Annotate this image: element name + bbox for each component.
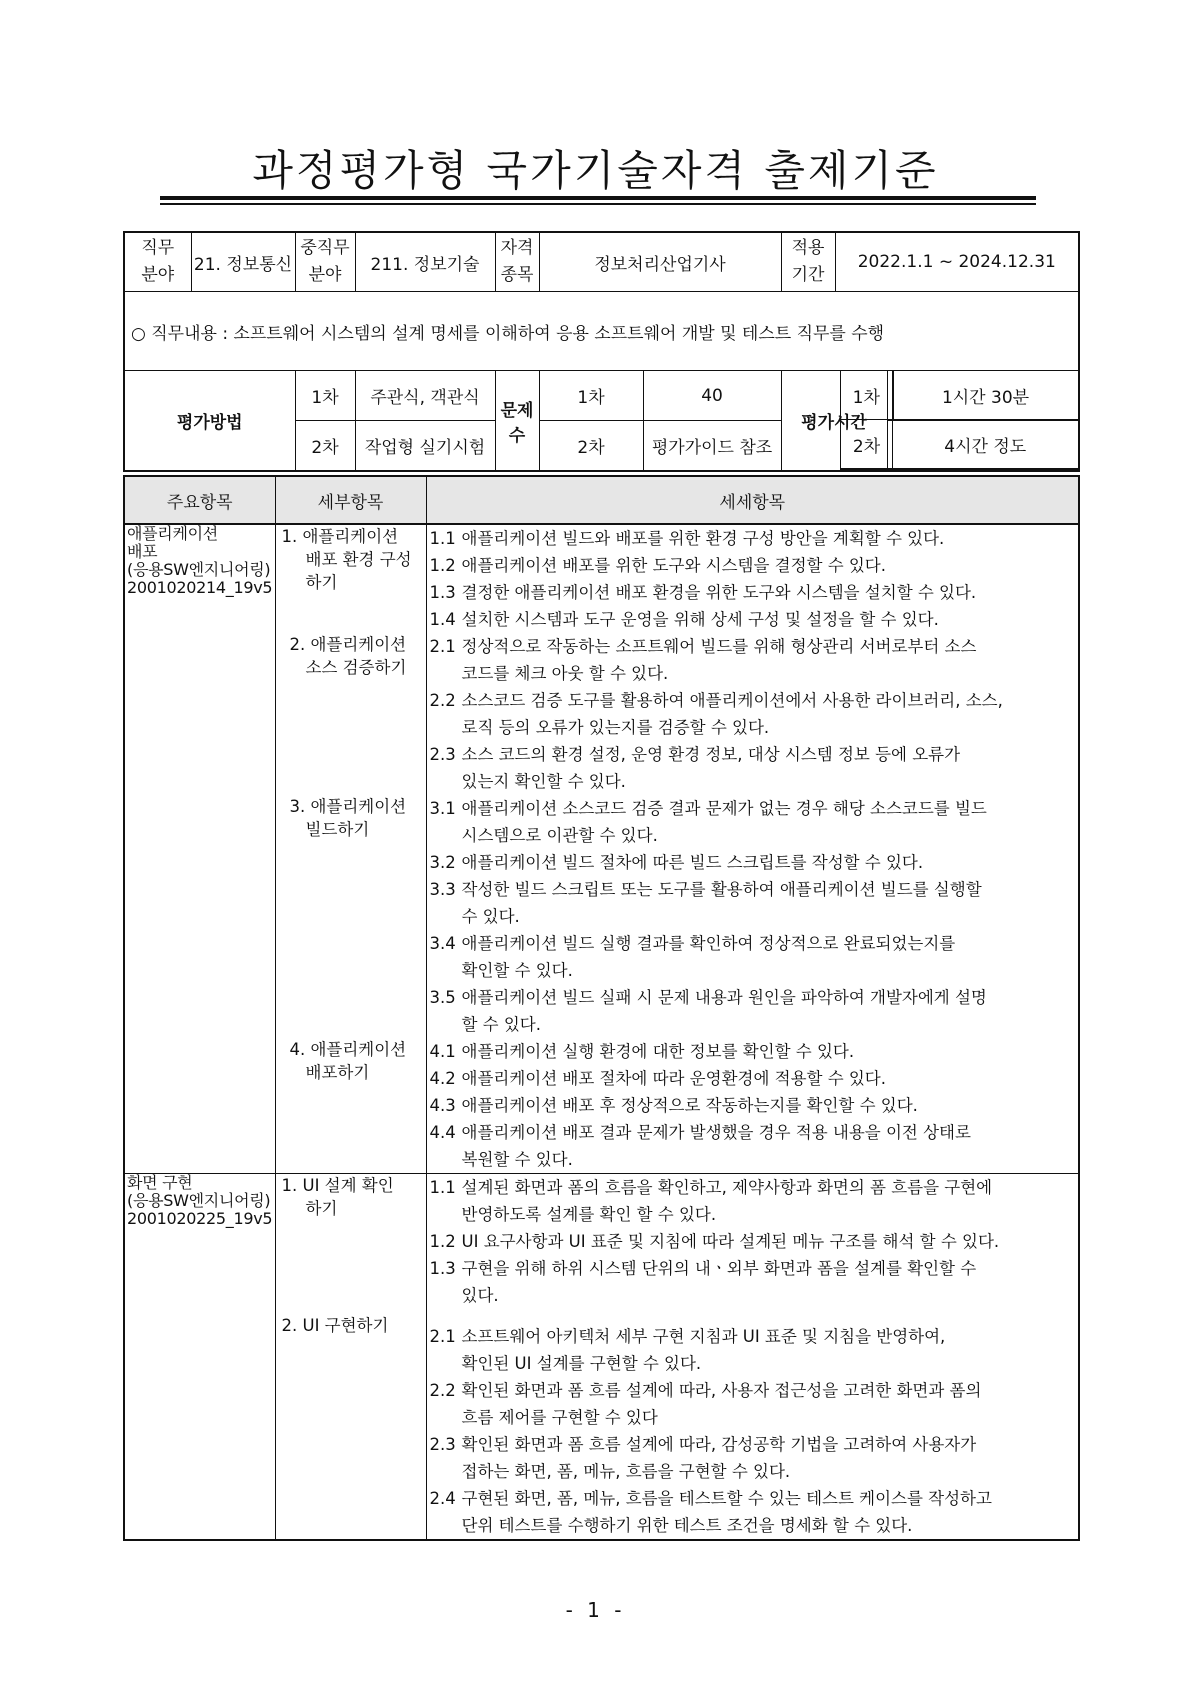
major-item: 화면 구현 (응용SW엔지니어링) 2001020225_19v5 (124, 1174, 275, 1541)
detail-item-number: 2.3 (429, 745, 456, 764)
detail-item-text: 구현된 화면, 폼, 메뉴, 흐름을 테스트할 수 있는 테스트 케이스를 작성하고 (461, 1489, 992, 1508)
job-field-label: 직무 분야 (124, 232, 191, 292)
detail-item-text: 애플리케이션 빌드 실행 결과를 확인하여 정상적으로 완료되었는지를 (461, 934, 956, 953)
time-round-1-cell: 1차 (841, 371, 893, 420)
detail-item-number: 2.4 (429, 1489, 456, 1508)
page-title: 과정평가형 국가기술자격 출제기준 (252, 146, 939, 195)
question-count-label: 문제수 (495, 371, 539, 472)
header-sub: 세부항목 (275, 476, 426, 524)
detail-item-text: 작성한 빌드 스크립트 또는 도구를 활용하여 애플리케이션 빌드를 실행할 (461, 880, 982, 899)
period-label: 적용 기간 (781, 232, 835, 292)
detail-item (430, 552, 1077, 579)
detail-item (430, 606, 1077, 633)
sub-field-label: 중직무 분야 (295, 232, 355, 292)
period-value: 2022.1.1 ~ 2024.12.31 (835, 232, 1079, 292)
detail-item-text: 구현을 위해 하위 시스템 단위의 내ㆍ외부 화면과 폼을 설계를 확인할 수 (461, 1259, 977, 1278)
detail-item-text: 정상적으로 작동하는 소프트웨어 빌드를 위해 형상관리 서버로부터 소스 (461, 637, 977, 656)
detail-item-number: 3.2 (429, 853, 456, 872)
time-value-2-cell: 4시간 정도 (893, 420, 1079, 470)
count-value-2: 평가가이드 참조 (643, 421, 781, 472)
detail-item-number: 4.2 (429, 1069, 456, 1088)
detail-item (430, 633, 1077, 687)
count-round-2: 2차 (539, 421, 643, 472)
detail-item (430, 1323, 1077, 1377)
detail-item-number: 1.4 (429, 610, 456, 629)
time-round-2-cell: 2차 (841, 420, 893, 470)
detail-item (430, 1431, 1077, 1485)
detail-item-number: 1.2 (429, 1232, 456, 1251)
detail-item-continuation: 있다. (461, 1286, 499, 1305)
sub-item: 3. 애플리케이션 빌드하기 (289, 797, 407, 839)
detail-item-continuation: 코드를 체크 아웃 할 수 있다. (461, 664, 669, 683)
criteria-detail-table (123, 475, 1080, 1541)
sub-item: 2. UI 구현하기 (281, 1316, 389, 1335)
detail-item (430, 1228, 1077, 1255)
method-value-2: 작업형 실기시험 (355, 421, 495, 472)
detail-item (430, 795, 1077, 849)
detail-item (430, 687, 1077, 741)
detail-item-continuation: 있는지 확인할 수 있다. (461, 772, 626, 791)
detail-item (430, 984, 1077, 1038)
detail-item-continuation: 확인할 수 있다. (461, 961, 573, 980)
header-detail: 세세항목 (426, 476, 1079, 524)
detail-item-number: 3.4 (429, 934, 456, 953)
sub-field-value: 211. 정보기술 (355, 232, 495, 292)
sub-item: 4. 애플리케이션 배포하기 (289, 1040, 407, 1082)
detail-item-continuation: 할 수 있다. (461, 1015, 541, 1034)
detail-item-number: 1.3 (429, 1259, 456, 1278)
detail-item-text: 결정한 애플리케이션 배포 환경을 위한 도구와 시스템을 설치할 수 있다. (461, 583, 977, 602)
sub-items (275, 524, 426, 1174)
detail-item-number: 4.3 (429, 1096, 456, 1115)
detail-item-number: 1.2 (429, 556, 456, 575)
detail-item-text: 소스 코드의 환경 설정, 운영 환경 정보, 대상 시스템 정보 등에 오류가 (461, 745, 961, 764)
sub-item: 2. 애플리케이션 소스 검증하기 (289, 635, 407, 677)
detail-item-number: 2.1 (429, 637, 456, 656)
eval-time-label: 평가시간 (781, 371, 887, 472)
detail-item (430, 1485, 1077, 1539)
detail-item-number: 2.2 (429, 1381, 456, 1400)
method-round-1: 1차 (295, 371, 355, 421)
section-row (124, 1174, 1079, 1541)
detail-item-continuation: 확인된 UI 설계를 구현할 수 있다. (461, 1354, 702, 1373)
eval-time-table (840, 370, 1080, 470)
detail-item-number: 2.1 (429, 1327, 456, 1346)
detail-item-text: 확인된 화면과 폼 흐름 설계에 따라, 사용자 접근성을 고려한 화면과 폼의 (461, 1381, 982, 1400)
method-value-1: 주관식, 객관식 (355, 371, 495, 421)
job-field-value: 21. 정보통신 (191, 232, 295, 292)
qualification-label: 자격 종목 (495, 232, 539, 292)
sub-item: 1. UI 설계 확인 하기 (281, 1176, 394, 1218)
detail-item-number: 4.1 (429, 1042, 456, 1061)
detail-item-text: 애플리케이션 배포 후 정상적으로 작동하는지를 확인할 수 있다. (461, 1096, 918, 1115)
sub-item: 1. 애플리케이션 배포 환경 구성 하기 (281, 527, 412, 592)
time-value-1-cell: 1시간 30분 (893, 371, 1079, 420)
detail-item (430, 1377, 1077, 1431)
detail-item (430, 1092, 1077, 1119)
detail-item-number: 1.1 (429, 1178, 456, 1197)
detail-item-text: 애플리케이션 빌드 절차에 따른 빌드 스크립트를 작성할 수 있다. (461, 853, 924, 872)
detail-item-text: 애플리케이션 실행 환경에 대한 정보를 확인할 수 있다. (461, 1042, 855, 1061)
detail-item-number: 3.1 (429, 799, 456, 818)
detail-items (426, 524, 1079, 1174)
detail-item-text: 애플리케이션 빌드와 배포를 위한 환경 구성 방안을 계획할 수 있다. (461, 529, 945, 548)
detail-item-number: 3.3 (429, 880, 456, 899)
detail-item-text: 애플리케이션 배포 결과 문제가 발생했을 경우 적용 내용을 이전 상태로 (461, 1123, 971, 1142)
detail-item-text: UI 요구사항과 UI 표준 및 지침에 따라 설계된 메뉴 구조를 해석 할 수 있다. (461, 1232, 1000, 1251)
detail-item-text: 설계된 화면과 폼의 흐름을 확인하고, 제약사항과 화면의 폼 흐름을 구현에 (461, 1178, 993, 1197)
detail-item (430, 525, 1077, 552)
detail-item (430, 849, 1077, 876)
detail-item-number: 2.2 (429, 691, 456, 710)
qualification-value: 정보처리산업기사 (539, 232, 781, 292)
detail-item-text: 애플리케이션 배포 절차에 따라 운영환경에 적용할 수 있다. (461, 1069, 886, 1088)
duty-description: ○ 직무내용 : 소프트웨어 시스템의 설계 명세를 이해하여 응용 소프트웨어 개발 및 테스트 직무를 수행 (124, 292, 1079, 371)
detail-item-continuation: 복원할 수 있다. (461, 1150, 573, 1169)
detail-item (430, 1065, 1077, 1092)
detail-item-text: 확인된 화면과 폼 흐름 설계에 따라, 감성공학 기법을 고려하여 사용자가 (461, 1435, 977, 1454)
section-row (124, 524, 1079, 1174)
header-major: 주요항목 (124, 476, 275, 524)
detail-item-number: 1.1 (429, 529, 456, 548)
detail-item (430, 579, 1077, 606)
detail-item-text: 애플리케이션 빌드 실패 시 문제 내용과 원인을 파악하여 개발자에게 설명 (461, 988, 987, 1007)
detail-item-number: 4.4 (429, 1123, 456, 1142)
title-underline-thin (160, 203, 1036, 205)
page-number: - 1 - (565, 1598, 626, 1622)
detail-item (430, 741, 1077, 795)
detail-item-text: 애플리케이션 소스코드 검증 결과 문제가 없는 경우 해당 소스코드를 빌드 (461, 799, 987, 818)
detail-item (430, 876, 1077, 930)
detail-item-continuation: 시스템으로 이관할 수 있다. (461, 826, 658, 845)
detail-item-continuation: 접하는 화면, 폼, 메뉴, 흐름을 구현할 수 있다. (461, 1462, 791, 1481)
detail-item-text: 소프트웨어 아키텍처 세부 구현 지침과 UI 표준 및 지침을 반영하여, (461, 1327, 946, 1346)
detail-item (430, 1119, 1077, 1173)
detail-item (430, 1255, 1077, 1309)
detail-item-text: 설치한 시스템과 도구 운영을 위해 상세 구성 및 설정을 할 수 있다. (461, 610, 939, 629)
detail-item-continuation: 흐름 제어를 구현할 수 있다 (461, 1408, 658, 1427)
count-round-1: 1차 (539, 371, 643, 421)
detail-item-number: 3.5 (429, 988, 456, 1007)
major-item: 애플리케이션 배포 (응용SW엔지니어링) 2001020214_19v5 (124, 524, 275, 1174)
detail-item-continuation: 단위 테스트를 수행하기 위한 테스트 조건을 명세화 할 수 있다. (461, 1516, 913, 1535)
detail-items (426, 1174, 1079, 1541)
detail-item (430, 930, 1077, 984)
detail-item (430, 1174, 1077, 1228)
title-underline-thick (160, 196, 1036, 200)
method-round-2: 2차 (295, 421, 355, 472)
detail-item-continuation: 반영하도록 설계를 확인 할 수 있다. (461, 1205, 717, 1224)
sub-items (275, 1174, 426, 1541)
detail-item-continuation: 로직 등의 오류가 있는지를 검증할 수 있다. (461, 718, 770, 737)
detail-item (430, 1038, 1077, 1065)
detail-item-text: 소스코드 검증 도구를 활용하여 애플리케이션에서 사용한 라이브러리, 소스, (461, 691, 1003, 710)
detail-item-number: 2.3 (429, 1435, 456, 1454)
eval-method-label: 평가방법 (124, 371, 295, 472)
count-value-1: 40 (643, 371, 781, 421)
detail-item-text: 애플리케이션 배포를 위한 도구와 시스템을 결정할 수 있다. (461, 556, 886, 575)
detail-item-continuation: 수 있다. (461, 907, 520, 926)
detail-item-number: 1.3 (429, 583, 456, 602)
